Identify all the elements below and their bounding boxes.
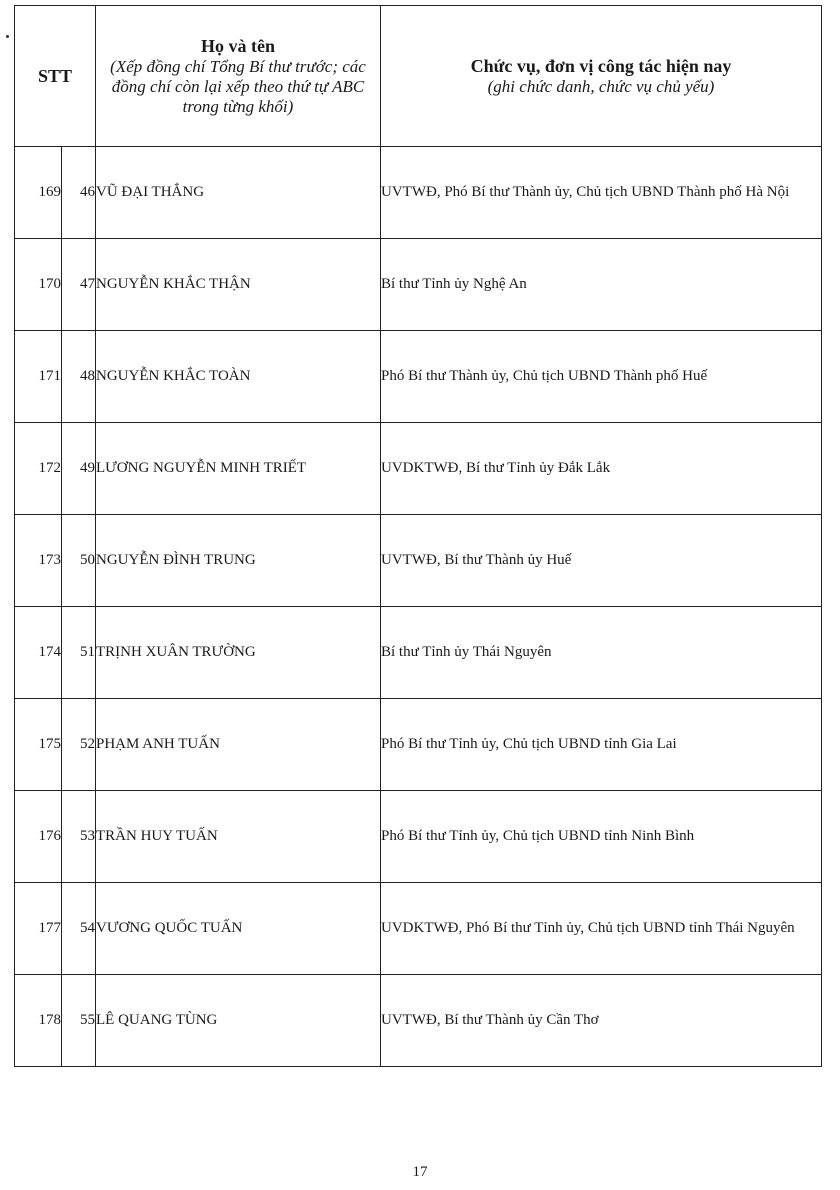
row-sub-stt: 47 — [62, 239, 96, 331]
table-row — [15, 699, 822, 791]
stray-dot — [6, 35, 9, 38]
row-sub-stt: 46 — [62, 147, 96, 239]
row-sub-stt: 51 — [62, 607, 96, 699]
table-row — [15, 423, 822, 515]
row-sub-stt: 55 — [62, 975, 96, 1067]
row-sub-stt: 54 — [62, 883, 96, 975]
row-stt: 178 — [15, 975, 62, 1067]
row-position: Phó Bí thư Thành ủy, Chủ tịch UBND Thành phố Huế — [381, 331, 822, 423]
row-position: UVTWĐ, Phó Bí thư Thành ủy, Chủ tịch UBND Thành phố Hà Nội — [381, 147, 822, 239]
row-name: NGUYỄN KHẮC THẬN — [96, 239, 381, 331]
row-position: UVDKTWĐ, Phó Bí thư Tỉnh ủy, Chủ tịch UBND tỉnh Thái Nguyên — [381, 883, 822, 975]
header-stt: STT — [15, 6, 96, 147]
row-sub-stt: 53 — [62, 791, 96, 883]
header-row — [15, 6, 822, 147]
table-row — [15, 883, 822, 975]
table-row — [15, 147, 822, 239]
row-position: UVDKTWĐ, Bí thư Tỉnh ủy Đắk Lắk — [381, 423, 822, 515]
row-name: LÊ QUANG TÙNG — [96, 975, 381, 1067]
header-position-title: Chức vụ, đơn vị công tác hiện nay — [470, 56, 732, 76]
row-position: Bí thư Tỉnh ủy Nghệ An — [381, 239, 822, 331]
row-name: TRỊNH XUÂN TRƯỜNG — [96, 607, 381, 699]
row-stt: 171 — [15, 331, 62, 423]
row-position: Bí thư Tỉnh ủy Thái Nguyên — [381, 607, 822, 699]
table-row — [15, 331, 822, 423]
row-sub-stt: 48 — [62, 331, 96, 423]
row-stt: 174 — [15, 607, 62, 699]
page-number: 17 — [412, 1164, 428, 1180]
row-stt: 173 — [15, 515, 62, 607]
table-row — [15, 791, 822, 883]
row-stt: 175 — [15, 699, 62, 791]
row-stt: 176 — [15, 791, 62, 883]
row-position: Phó Bí thư Tỉnh ủy, Chủ tịch UBND tỉnh Gia Lai — [381, 699, 822, 791]
row-name: TRẦN HUY TUẤN — [96, 791, 381, 883]
row-name: NGUYỄN ĐÌNH TRUNG — [96, 515, 381, 607]
row-name: LƯƠNG NGUYỄN MINH TRIẾT — [96, 423, 381, 515]
row-stt: 170 — [15, 239, 62, 331]
table-row — [15, 975, 822, 1067]
row-sub-stt: 49 — [62, 423, 96, 515]
row-name: VŨ ĐẠI THẮNG — [96, 147, 381, 239]
header-position-note: (ghi chức danh, chức vụ chủ yếu) — [487, 77, 715, 96]
row-name: NGUYỄN KHẮC TOÀN — [96, 331, 381, 423]
table-row — [15, 239, 822, 331]
roster-table — [14, 5, 822, 1067]
row-position: UVTWĐ, Bí thư Thành ủy Huế — [381, 515, 822, 607]
table-row — [15, 515, 822, 607]
row-sub-stt: 52 — [62, 699, 96, 791]
roster-body — [15, 147, 822, 1067]
row-position: Phó Bí thư Tỉnh ủy, Chủ tịch UBND tỉnh Ninh Bình — [381, 791, 822, 883]
header-name-title: Họ và tên — [201, 36, 275, 56]
row-stt: 172 — [15, 423, 62, 515]
header-name-note: (Xếp đồng chí Tổng Bí thư trước; các đồng chí còn lại xếp theo thứ tự ABC trong từng khối) — [110, 57, 366, 116]
row-sub-stt: 50 — [62, 515, 96, 607]
row-stt: 177 — [15, 883, 62, 975]
row-name: PHẠM ANH TUẤN — [96, 699, 381, 791]
row-position: UVTWĐ, Bí thư Thành ủy Cần Thơ — [381, 975, 822, 1067]
header-name-cell — [96, 6, 381, 147]
row-stt: 169 — [15, 147, 62, 239]
row-name: VƯƠNG QUỐC TUẤN — [96, 883, 381, 975]
table-row — [15, 607, 822, 699]
header-position-cell — [381, 6, 822, 147]
